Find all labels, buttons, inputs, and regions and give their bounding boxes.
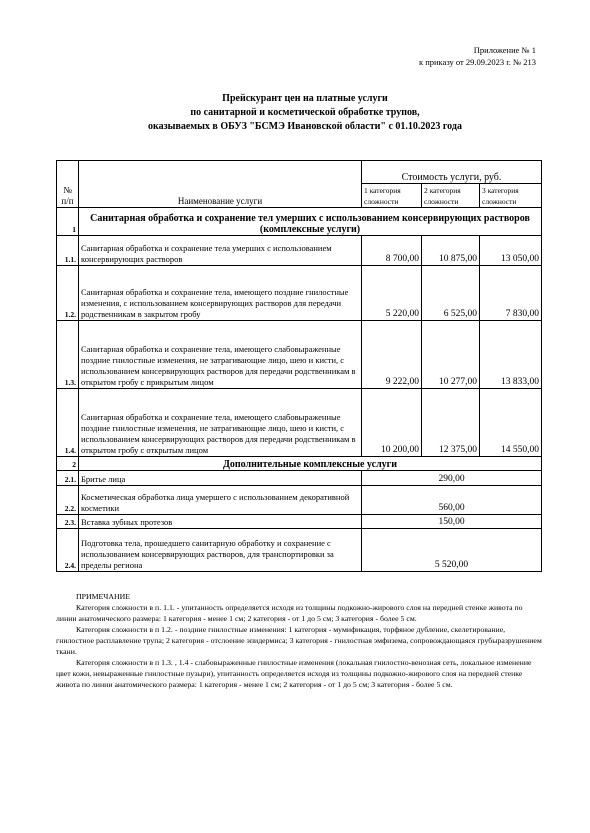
row-service-name: Санитарная обработка и сохранение тела умерших с использованием консервирующих растворов — [79, 236, 362, 266]
row-price-cat2: 10 875,00 — [422, 236, 480, 266]
row-service-name: Бритье лица — [79, 471, 362, 486]
row-service-name: Вставка зубных протезов — [79, 515, 362, 529]
row-price-cat2: 12 375,00 — [422, 389, 480, 457]
title-line-2: по санитарной и косметической обработке трупов, — [190, 107, 420, 118]
row-price-cat2: 10 277,00 — [422, 321, 480, 389]
appendix-label: Приложение № 1 — [473, 45, 536, 55]
section-2-num: 2 — [57, 457, 79, 471]
row-num: 1.1. — [57, 236, 79, 266]
notes-block — [56, 591, 544, 690]
row-num: 2.2. — [57, 486, 79, 515]
appendix-order-ref: к приказу от 29.09.2023 г. № 213 — [418, 57, 536, 67]
header-category-3: 3 категория сложности — [480, 184, 542, 208]
document-title — [60, 92, 550, 134]
title-line-3: оказываемых в ОБУЗ "БСМЭ Ивановской области" с 01.10.2023 года — [148, 121, 462, 132]
section-1-title: Санитарная обработка и сохранение тел умерших с использованием консервирующих растворов (комплексные услуги) — [79, 208, 542, 236]
table-row — [57, 266, 542, 321]
table-row — [57, 321, 542, 389]
row-price: 290,00 — [362, 471, 542, 486]
row-num: 1.2. — [57, 266, 79, 321]
row-price: 150,00 — [362, 515, 542, 529]
section-1-num: 1 — [57, 208, 79, 236]
appendix-block — [419, 44, 536, 68]
table-row — [57, 471, 542, 486]
row-num: 2.3. — [57, 515, 79, 529]
row-price-cat3: 13 833,00 — [480, 321, 542, 389]
row-num: 1.4. — [57, 389, 79, 457]
row-service-name: Подготовка тела, прошедшего санитарную обработку и сохранение с использованием консервирующих растворов, для транспортировки за пределы региона — [79, 529, 362, 572]
header-num: № п/п — [57, 161, 79, 208]
table-row — [57, 515, 542, 529]
row-price: 5 520,00 — [362, 529, 542, 572]
header-service-name: Наименование услуги — [79, 161, 362, 208]
table-row — [57, 486, 542, 515]
section-row — [57, 457, 542, 471]
row-price-cat1: 10 200,00 — [362, 389, 422, 457]
note-paragraph: Категория сложности в п 1.3. , 1.4 - слабовыраженные гнилостные изменения (локальная гнилостно-венозная сеть, локальное изменение цвет кожи, невыраженные гнилостные пузыри), упитанность определяется исходя из толщины подкожно-жирового слоя на передней стенке живота по линии анатомического размера: 1 категория - менее 1 см; 2 категория - от 1 до 5 см; 3 категория - более 5 см. — [56, 658, 532, 689]
section-2-title: Дополнительные комплексные услуги — [79, 457, 542, 471]
row-num: 2.1. — [57, 471, 79, 486]
row-price-cat1: 8 700,00 — [362, 236, 422, 266]
header-category-2: 2 категория сложности — [422, 184, 480, 208]
row-price-cat3: 7 830,00 — [480, 266, 542, 321]
row-price-cat2: 6 525,00 — [422, 266, 480, 321]
row-service-name: Санитарная обработка и сохранение тела, имеющего слабовыраженные поздние гнилостные изменения, не затрагивающие лицо, шею и кисти, с использованием консервирующих растворов для передачи родственникам в открытом гробу с открытым лицом — [79, 389, 362, 457]
header-category-1: 1 категория сложности — [362, 184, 422, 208]
table-row — [57, 389, 542, 457]
note-paragraph: Категория сложности в п. 1.1. - упитанность определяется исходя из толщины подкожно-жирового слоя на передней стенке живота по линии анатомического размера: 1 категория - менее 1 см; 2 категория - от 1 до 5 см; 3 категория - более 5 см. — [56, 603, 523, 623]
header-cost: Стоимость услуги, руб. — [362, 161, 542, 184]
table-row — [57, 529, 542, 572]
row-price-cat3: 13 050,00 — [480, 236, 542, 266]
row-price-cat1: 9 222,00 — [362, 321, 422, 389]
notes-heading: ПРИМЕЧАНИЕ — [76, 592, 131, 601]
row-num: 1.3. — [57, 321, 79, 389]
row-num: 2.4. — [57, 529, 79, 572]
section-row — [57, 208, 542, 236]
row-service-name: Санитарная обработка и сохранение тела, имеющего слабовыраженные поздние гнилостные изменения, не затрагивающие лицо, шею и кисти, с использованием консервирующих растворов для передачи родственникам в открытом гробу с прикрытым лицом — [79, 321, 362, 389]
row-service-name: Санитарная обработка и сохранение тела, имеющего поздние гнилостные изменения, с использованием консервирующих растворов для передачи родственникам в закрытом гробу — [79, 266, 362, 321]
table-row — [57, 236, 542, 266]
note-paragraph: Категория сложности в п 1.2. - поздние гнилостные изменения: 1 категория - мумификация, торфяное дубление, скелетирование, гнилостное расплавление трупа; 2 категория - отслоение эпидермиса; 3 категория - гнилостная эмфизема, сопровождающаяся грубыразрушением ткани. — [56, 625, 542, 656]
row-price: 560,00 — [362, 486, 542, 515]
price-table — [56, 160, 542, 572]
row-price-cat3: 14 550,00 — [480, 389, 542, 457]
row-service-name: Косметическая обработка лица умершего с использованием декоративной косметики — [79, 486, 362, 515]
row-price-cat1: 5 220,00 — [362, 266, 422, 321]
title-line-1: Прейскурант цен на платные услуги — [222, 93, 388, 104]
